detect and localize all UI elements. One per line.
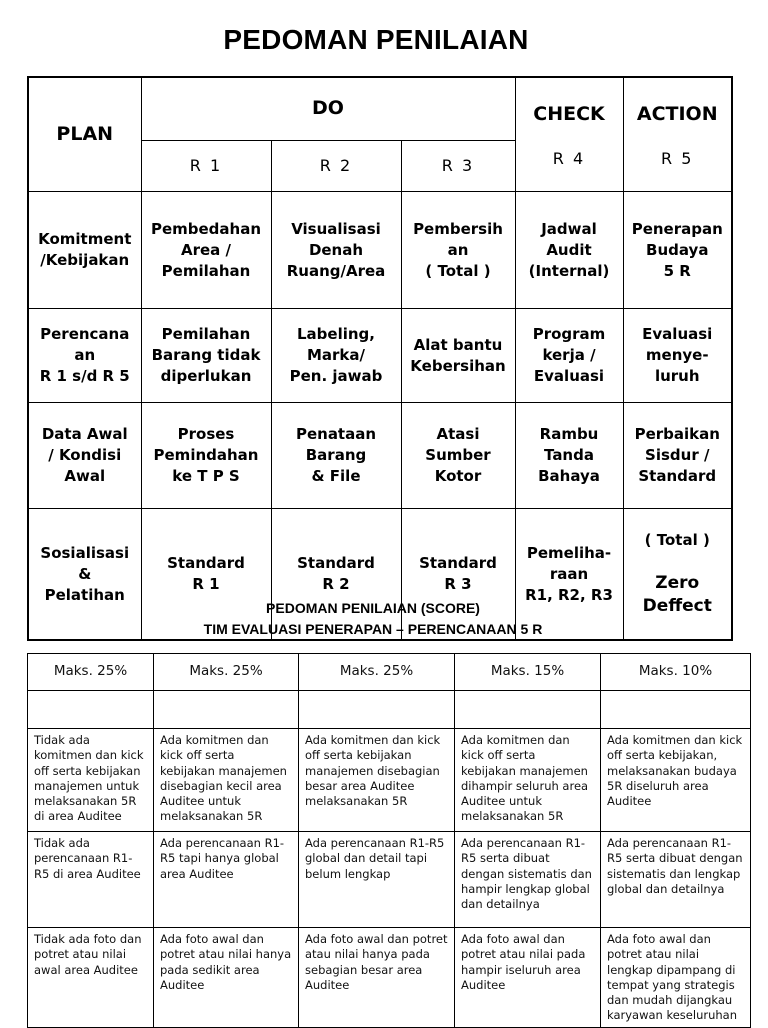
maks-header: Maks. 10% <box>601 654 751 691</box>
header-r3: R 3 <box>401 140 515 191</box>
table-row <box>28 729 751 832</box>
empty-cell <box>299 691 455 729</box>
table-row <box>28 192 732 309</box>
score-cell: Ada perencanaan R1- R5 serta dibuat dengan sistematis dan hampir lengkap global dan detailnya <box>455 832 601 928</box>
cell-r2: Standard R 2 <box>271 509 401 641</box>
score-cell: Ada perencanaan R1- R5 serta dibuat dengan sistematis dan lengkap global dan detailnya <box>601 832 751 928</box>
header-action-r: R 5 <box>661 149 694 168</box>
header-r1: R 1 <box>141 140 271 191</box>
cell-r1: Proses Pemindahan ke T P S <box>141 403 271 509</box>
score-cell: Ada perencanaan R1-R5 global dan detail tapi belum lengkap <box>299 832 455 928</box>
score-subtitle: PEDOMAN PENILAIAN (SCORE) <box>266 600 480 616</box>
cell-r4: Rambu Tanda Bahaya <box>515 403 623 509</box>
cell-r1: Standard R 1 <box>141 509 271 641</box>
cell-r3: Alat bantu Kebersihan <box>401 309 515 403</box>
score-cell: Ada perencanaan R1- R5 tapi hanya global area Auditee <box>154 832 299 928</box>
cell-r1: Pembedahan Area / Pemilahan <box>141 192 271 309</box>
cell-r5: Perbaikan Sisdur / Standard <box>623 403 732 509</box>
total-label: ( Total ) <box>644 531 710 549</box>
header-r2: R 2 <box>271 140 401 191</box>
empty-cell <box>154 691 299 729</box>
cell-r4: Jadwal Audit (Internal) <box>515 192 623 309</box>
header-plan: PLAN <box>28 77 141 192</box>
maks-header: Maks. 25% <box>299 654 455 691</box>
table-row <box>28 309 732 403</box>
page-title: PEDOMAN PENILAIAN <box>223 24 529 55</box>
cell-r3: Atasi Sumber Kotor <box>401 403 515 509</box>
maks-header: Maks. 15% <box>455 654 601 691</box>
cell-r2: Labeling, Marka/ Pen. jawab <box>271 309 401 403</box>
zero-defect-label: Zero Deffect <box>642 573 712 616</box>
cell-plan: Data Awal / Kondisi Awal <box>28 403 141 509</box>
empty-cell <box>601 691 751 729</box>
header-check <box>515 77 623 192</box>
score-cell: Ada komitmen dan kick off serta kebijakan manajemen disebagian besar area Auditee melaksanakan 5R <box>299 729 455 832</box>
pdca-table <box>27 76 733 641</box>
score-cell: Ada komitmen dan kick off serta kebijakan manajemen dihampir seluruh area Auditee untuk melaksanakan 5R <box>455 729 601 832</box>
cell-r4: Program kerja / Evaluasi <box>515 309 623 403</box>
cell-r3: Standard R 3 <box>401 509 515 641</box>
cell-r3: Pembersih an ( Total ) <box>401 192 515 309</box>
maks-header: Maks. 25% <box>154 654 299 691</box>
empty-row <box>28 691 751 729</box>
score-table <box>27 653 751 1028</box>
table-row <box>28 403 732 509</box>
score-cell: Tidak ada komitmen dan kick off serta kebijakan manajemen untuk melaksanakan 5R di area Auditee <box>28 729 154 832</box>
score-cell: Ada foto awal dan potret atau nilai pada hampir iseluruh area Auditee <box>455 928 601 1028</box>
score-team-subtitle: TIM EVALUASI PENERAPAN – PERENCANAAN 5 R <box>203 621 543 637</box>
empty-cell <box>455 691 601 729</box>
score-cell: Ada foto awal dan potret atau nilai hanya pada sedikit area Auditee <box>154 928 299 1028</box>
maks-header: Maks. 25% <box>28 654 154 691</box>
score-cell: Tidak ada foto dan potret atau nilai awal area Auditee <box>28 928 154 1028</box>
cell-plan: Sosialisasi & Pelatihan <box>28 509 141 641</box>
score-cell: Ada komitmen dan kick off serta kebijakan manajemen disebagian kecil area Auditee untuk melaksanakan 5R <box>154 729 299 832</box>
table-row <box>28 832 751 928</box>
cell-r4: Pemeliha- raan R1, R2, R3 <box>515 509 623 641</box>
score-cell: Ada foto awal dan potret atau nilai hanya pada sebagian besar area Auditee <box>299 928 455 1028</box>
cell-r1: Pemilahan Barang tidak diperlukan <box>141 309 271 403</box>
header-do: DO <box>141 77 515 140</box>
cell-r5: Evaluasi menye- luruh <box>623 309 732 403</box>
table-row <box>28 928 751 1028</box>
score-cell: Ada foto awal dan potret atau nilai lengkap dipampang di tempat yang strategis dan mudah dijangkau karyawan keseluruhan <box>601 928 751 1028</box>
score-cell: Ada komitmen dan kick off serta kebijakan, melaksanakan budaya 5R diseluruh area Auditee <box>601 729 751 832</box>
empty-cell <box>28 691 154 729</box>
cell-plan: Komitment /Kebijakan <box>28 192 141 309</box>
cell-r2: Visualisasi Denah Ruang/Area <box>271 192 401 309</box>
header-check-label: CHECK <box>533 103 605 125</box>
cell-plan: Perencana an R 1 s/d R 5 <box>28 309 141 403</box>
cell-r5: Penerapan Budaya 5 R <box>623 192 732 309</box>
header-check-r: R 4 <box>552 149 586 168</box>
header-action <box>623 77 732 192</box>
score-cell: Tidak ada perencanaan R1- R5 di area Auditee <box>28 832 154 928</box>
header-action-label: ACTION <box>636 103 718 125</box>
cell-r2: Penataan Barang & File <box>271 403 401 509</box>
